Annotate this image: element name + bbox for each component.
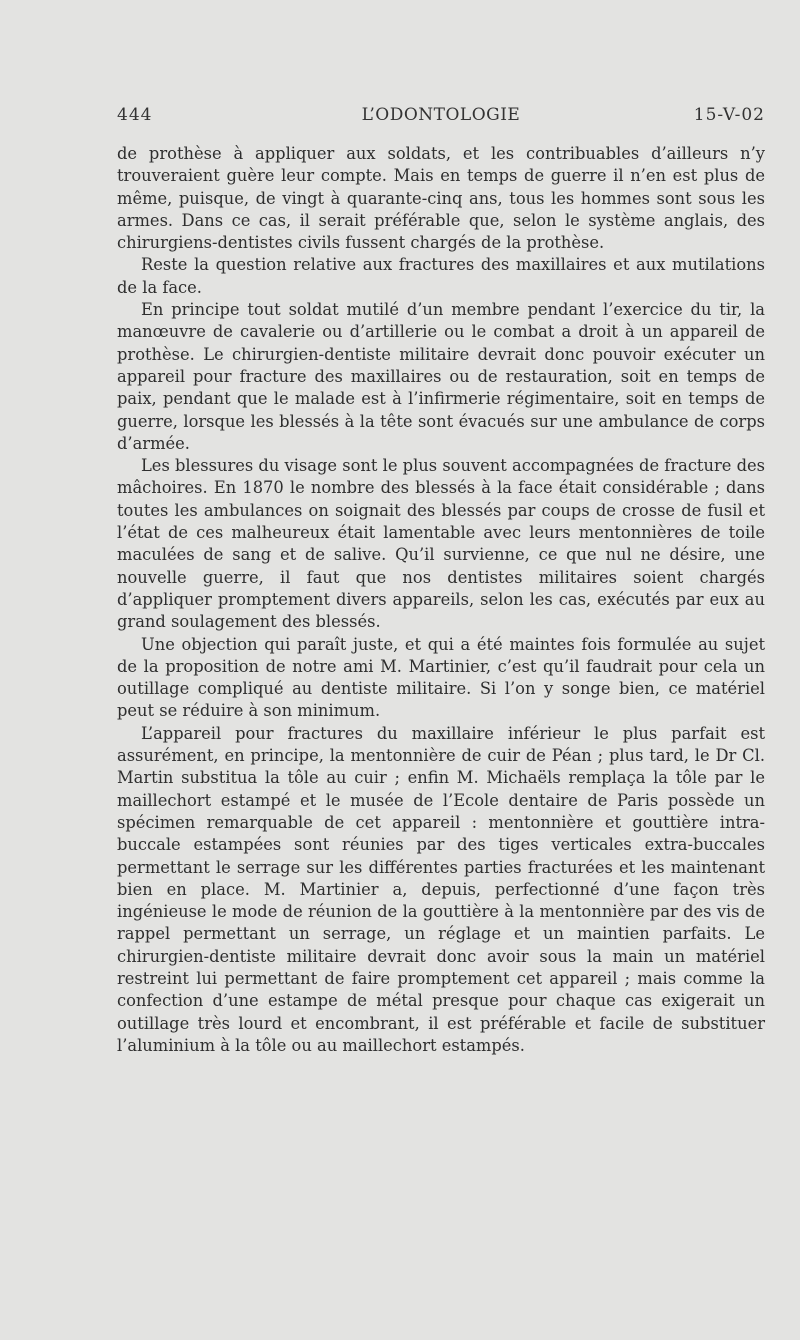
paragraph: Les blessures du visage sont le plus souvent accompagnées de fracture des mâchoires. En 1870 le nombre des blessés à la face était considérable ; dans toutes les ambulances on soignait des blessés par coups de crosse de fusil et l’état de ces malheureux était lamentable avec leurs mentonnières de toile maculées de sang et de salive. Qu’il survienne, ce que nul ne désire, une nouvelle guerre, il faut que nos dentistes militaires soient chargés d’appliquer promptement divers appareils, selon les cas, exécutés par eux au grand soulagement des blessés. (117, 456, 765, 632)
running-header (117, 105, 765, 129)
paragraph: Une objection qui paraît juste, et qui a été maintes fois formulée au sujet de la proposition de notre ami M. Martinier, c’est qu’il faudrait pour cela un outillage compliqué au dentiste militaire. Si l’on y songe bien, ce matériel peut se réduire à son minimum. (117, 634, 765, 721)
paragraph: de prothèse à appliquer aux soldats, et les contribuables d’ailleurs n’y trouveraient guère leur compte. Mais en temps de guerre il n’en est plus de même, puisque, de vingt à quarante-cinq ans, tous les hommes sont sous les armes. Dans ce cas, il serait préférable que, selon le système anglais, des chirurgiens-dentistes civils fussent chargés de la prothèse. (117, 144, 765, 253)
paragraph: L’appareil pour fractures du maxillaire inférieur le plus parfait est assurément, en principe, la mentonnière de cuir de Péan ; plus tard, le Dr Cl. Martin substitua la tôle au cuir ; enfin M. Michaëls remplaça la tôle par le maillechort estampé et le musée de l’Ecole dentaire de Paris possède un spécimen remarquable de cet appareil : mentonnière et gouttière intra-buccale estampées sont réunies par des tiges verticales extra-buccales permettant le serrage sur les différentes parties fracturées et les maintenant bien en place. M. Martinier a, depuis, perfectionné d’une façon très ingénieuse le mode de réunion de la gouttière à la mentonnière par des vis de rappel permettant un serrage, un réglage et un maintien parfaits. Le chirurgien-dentiste militaire devrait donc avoir sous la main un matériel restreint lui permettant de faire promptement cet appareil ; mais comme la confection d’une estampe de métal presque pour chaque cas exigerait un outillage très lourd et encombrant, il est préférable et facile de substituer l’aluminium à la tôle ou au maillechort estampés. (117, 723, 765, 1055)
paragraph: En principe tout soldat mutilé d’un membre pendant l’exercice du tir, la manœuvre de cavalerie ou d’artillerie ou le combat a droit à un appareil de prothèse. Le chirurgien-dentiste militaire devrait donc pouvoir exécuter un appareil pour fracture des maxillaires ou de restauration, soit en temps de paix, pendant que le malade est à l’infirmerie régimentaire, soit en temps de guerre, lorsque les blessés à la tête sont évacués sur une ambulance de corps d’armée. (117, 300, 765, 453)
running-title: L’ODONTOLOGIE (361, 105, 521, 125)
page-body (117, 143, 765, 1057)
page-number: 444 (117, 105, 153, 125)
issue-date: 15-V-02 (693, 105, 765, 125)
paragraph: Reste la question relative aux fractures des maxillaires et aux mutilations de la face. (117, 255, 765, 297)
